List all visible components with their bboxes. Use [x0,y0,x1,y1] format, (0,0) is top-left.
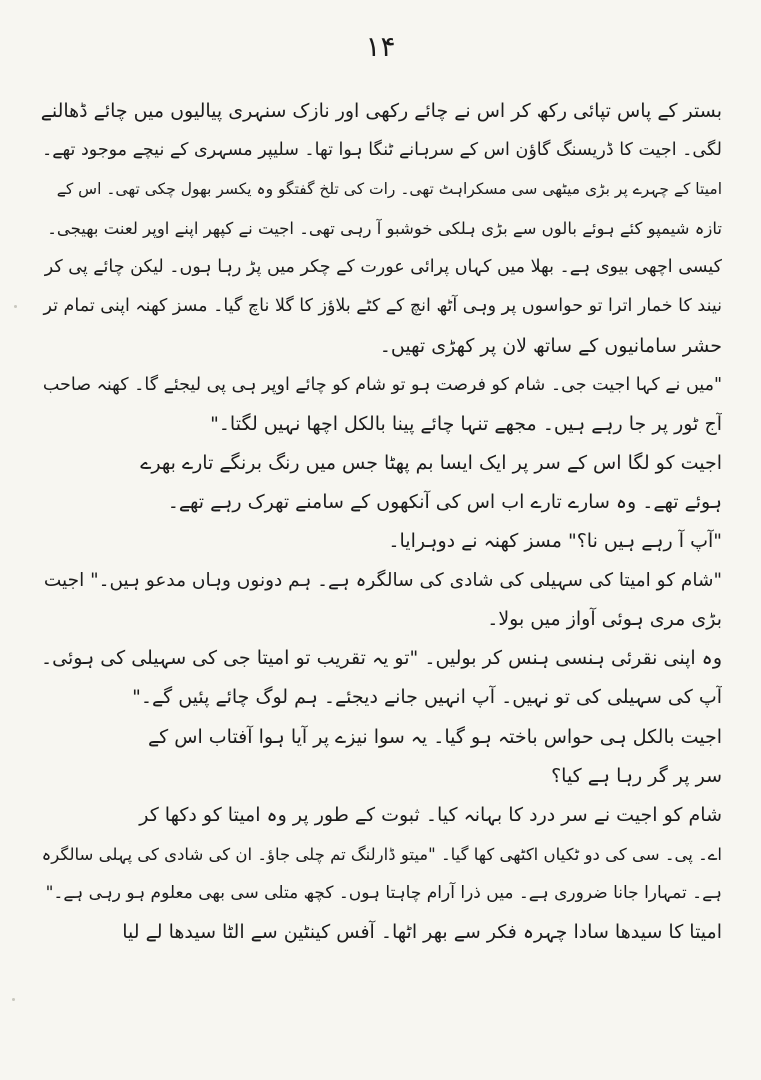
text-line: اجیت کو لگا اس کے سر پر ایک ایسا بم پھٹا جس میں رنگ برنگے تارے بھرے [140,451,722,474]
text-line: ہوئے تھے۔ وہ سارے تارے اب اس کی آنکھوں کے سامنے تھرک رہے تھے۔ [167,490,722,513]
page-number: ۱۴ [365,30,396,63]
text-line: امیتا کا سیدھا سادا چہرہ فکر سے بھر اٹھا۔ آفس کینٹین سے الٹا سیدھا لے لیا [122,920,722,943]
text-line: حشر سامانیوں کے ساتھ لان پر کھڑی تھیں۔ [379,334,722,357]
text-line: ہے۔ تمہارا جانا ضروری ہے۔ میں ذرا آرام چاہتا ہوں۔ کچھ متلی سی بھی معلوم ہو رہی ہے۔" [45,882,722,903]
text-line: "شام کو امیتا کی سہیلی کی شادی کی سالگرہ ہے۔ ہم دونوں وہاں مدعو ہیں۔" اجیت [43,570,722,592]
text-line: نیند کا خمار اترا تو حواسوں پر وہی آٹھ انچ کے کٹے بلاؤز کا گلا ناچ گیا۔ مسز کھنہ اپنی تمام تر [43,296,722,317]
text-line: اے۔ پی۔ سی کی دو ٹکیاں اکٹھی کھا گیا۔ "میتو ڈارلنگ تم چلی جاؤ۔ ان کی شادی کی پہلی سالگرہ [41,844,722,864]
text-line: "میں نے کہا اجیت جی۔ شام کو فرصت ہو تو شام کو چائے اوپر ہی پی لیجئے گا۔ کھنہ صاحب [42,374,722,395]
text-line: تازہ شیمپو کئے ہوئے بالوں سے بڑی ہلکی خوشبو آ رہی تھی۔ اجیت نے کپھر اپنے اوپر لعنت بھیجی۔ [47,219,722,239]
scan-speck [12,998,15,1001]
text-line: بڑی مری ہوئی آواز میں بولا۔ [487,608,722,631]
text-line: اجیت بالکل ہی حواس باختہ ہو گیا۔ یہ سوا نیزے پر آیا ہوا آفتاب اس کے [148,725,722,748]
text-line: لگی۔ اجیت کا ڈریسنگ گاؤن اس کے سرہانے ٹنگا ہوا تھا۔ سلیپر مسہری کے نیچے موجود تھے۔ [41,140,722,161]
urdu-text-body [40,92,722,952]
text-line: امیتا کے چہرے پر بڑی میٹھی سی مسکراہٹ تھی۔ رات کی تلخ گفتگو وہ یکسر بھول چکی تھی۔ اس کے [56,180,722,199]
text-line: "آپ آ رہے ہیں نا؟" مسز کھنہ نے دوہرایا۔ [388,530,722,553]
text-line: کیسی اچھی بیوی ہے۔ بھلا میں کہاں پرائی عورت کے چکر میں پڑ رہا ہوں۔ لیکن چائے پی کر [44,257,722,278]
scan-speck [14,305,17,308]
text-line: وہ اپنی نقرئی ہنسی ہنس کر بولیں۔ "تو یہ تقریب تو امیتا جی کی سہیلی کی ہوئی۔ [41,647,722,670]
text-line: آج ٹور پر جا رہے ہیں۔ مجھے تنہا چائے پینا بالکل اچھا نہیں لگتا۔" [210,412,722,435]
text-line: آپ کی سہیلی کی تو نہیں۔ آپ انہیں جانے دیجئے۔ ہم لوگ چائے پئیں گے۔" [132,686,722,709]
text-line: شام کو اجیت نے سر درد کا بہانہ کیا۔ ثبوت کے طور پر وہ امیتا کو دکھا کر [139,803,722,826]
text-line: بستر کے پاس تپائی رکھ کر اس نے چائے رکھی اور نازک سنہری پیالیوں میں چائے ڈھالنے [40,100,722,122]
text-line: سر پر گر رہا ہے کیا؟ [551,764,722,787]
